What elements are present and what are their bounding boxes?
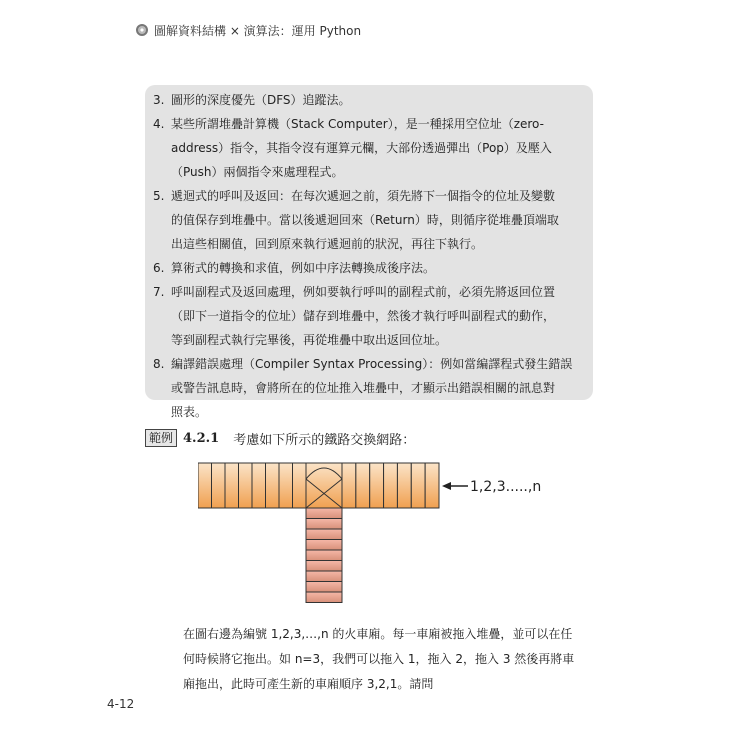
list-item-line: （Push）兩個指令來處理程式。 <box>171 165 344 179</box>
list-item-number: 4. <box>153 117 165 131</box>
track-slot <box>356 463 370 508</box>
track-slot <box>198 463 212 508</box>
example-text: 考慮如下所示的鐵路交換網路： <box>233 432 416 448</box>
track-slot <box>425 463 439 508</box>
example-badge: 範例 <box>145 429 177 447</box>
track-slot <box>397 463 411 508</box>
paragraph-line: 在圖右邊為編號 1,2,3,…,n 的火車廂。每一車廂被拖入堆疊，並可以在任 <box>183 627 573 641</box>
paragraph-line: 廂拖出，此時可產生新的車廂順序 3,2,1。請問 <box>183 677 434 691</box>
list-item-number: 6. <box>153 261 165 275</box>
track-slot <box>342 463 356 508</box>
track-slot <box>279 463 293 508</box>
list-item-line: （即下一道指令的位址）儲存到堆疊中，然後才執行呼叫副程式的動作， <box>171 309 556 323</box>
list-item-number: 3. <box>153 93 165 107</box>
list-item-line: 某些所謂堆疊計算機（Stack Computer），是一種採用空位址（zero- <box>171 117 544 131</box>
example-heading <box>145 428 415 448</box>
track-slot <box>411 463 425 508</box>
list-item-number: 5. <box>153 189 165 203</box>
list-item-number: 7. <box>153 285 165 299</box>
track-slot <box>252 463 266 508</box>
list-item-number: 8. <box>153 357 165 371</box>
stack-slot <box>306 592 342 603</box>
track-slot <box>384 463 398 508</box>
list-item-line: 算術式的轉換和求值，例如中序法轉換成後序法。 <box>171 261 436 275</box>
list-item-line: 出這些相關值，回到原來執行遞迴前的狀況，再往下執行。 <box>171 237 484 251</box>
track-slot <box>225 463 239 508</box>
book-title: 圖解資料結構 × 演算法：運用 Python <box>154 23 362 38</box>
arrow-head <box>442 482 451 490</box>
track-slot <box>266 463 280 508</box>
stack-slot <box>306 540 342 551</box>
list-item-line: 的值保存到堆疊中。當以後遞迴回來（Return）時，則循序從堆疊頂端取 <box>171 213 559 227</box>
running-header <box>136 20 361 40</box>
arrow-label: 1,2,3.....,n <box>470 479 542 495</box>
stack-slot <box>306 519 342 530</box>
left-track <box>198 463 306 508</box>
header-circle-icon <box>136 24 148 36</box>
page-number: 4-12 <box>107 697 135 711</box>
stack-slot <box>306 508 342 519</box>
paragraph-line: 何時候將它拖出。如 n=3，我們可以拖入 1，拖入 2，拖入 3 然後再將車 <box>183 652 575 666</box>
track-slot <box>239 463 253 508</box>
stack-slot <box>306 529 342 540</box>
right-track <box>342 463 439 508</box>
stack-slot <box>306 550 342 561</box>
list-item-line: 等到副程式執行完畢後，再從堆疊中取出返回位址。 <box>171 333 448 347</box>
stack-slot <box>306 571 342 582</box>
junction <box>306 463 342 508</box>
example-number: 4.2.1 <box>183 430 220 446</box>
input-arrow <box>442 479 541 495</box>
track-slot <box>212 463 226 508</box>
list-item-line: 或警告訊息時，會將所在的位址推入堆疊中，才顯示出錯誤相關的訊息對 <box>171 381 556 395</box>
railway-diagram <box>198 455 558 605</box>
stack-track <box>306 508 342 603</box>
list-item-line: address）指令，其指令沒有運算元欄，大部份透過彈出（Pop）及壓入 <box>171 141 552 155</box>
stack-slot <box>306 582 342 593</box>
list-item-line: 照表。 <box>171 405 208 419</box>
track-slot <box>370 463 384 508</box>
junction-cell <box>306 463 342 508</box>
stack-slot <box>306 561 342 572</box>
list-item-line: 遞迴式的呼叫及返回：在每次遞迴之前，須先將下一個指令的位址及變數 <box>171 189 556 203</box>
list-item-line: 呼叫副程式及返回處理，例如要執行呼叫的副程式前，必須先將返回位置 <box>171 285 556 299</box>
track-slot <box>293 463 307 508</box>
list-item-line: 圖形的深度優先（DFS）追蹤法。 <box>171 93 351 107</box>
list-item-line: 編譯錯誤處理（Compiler Syntax Processing）：例如當編譯程式發生錯誤 <box>171 357 573 371</box>
